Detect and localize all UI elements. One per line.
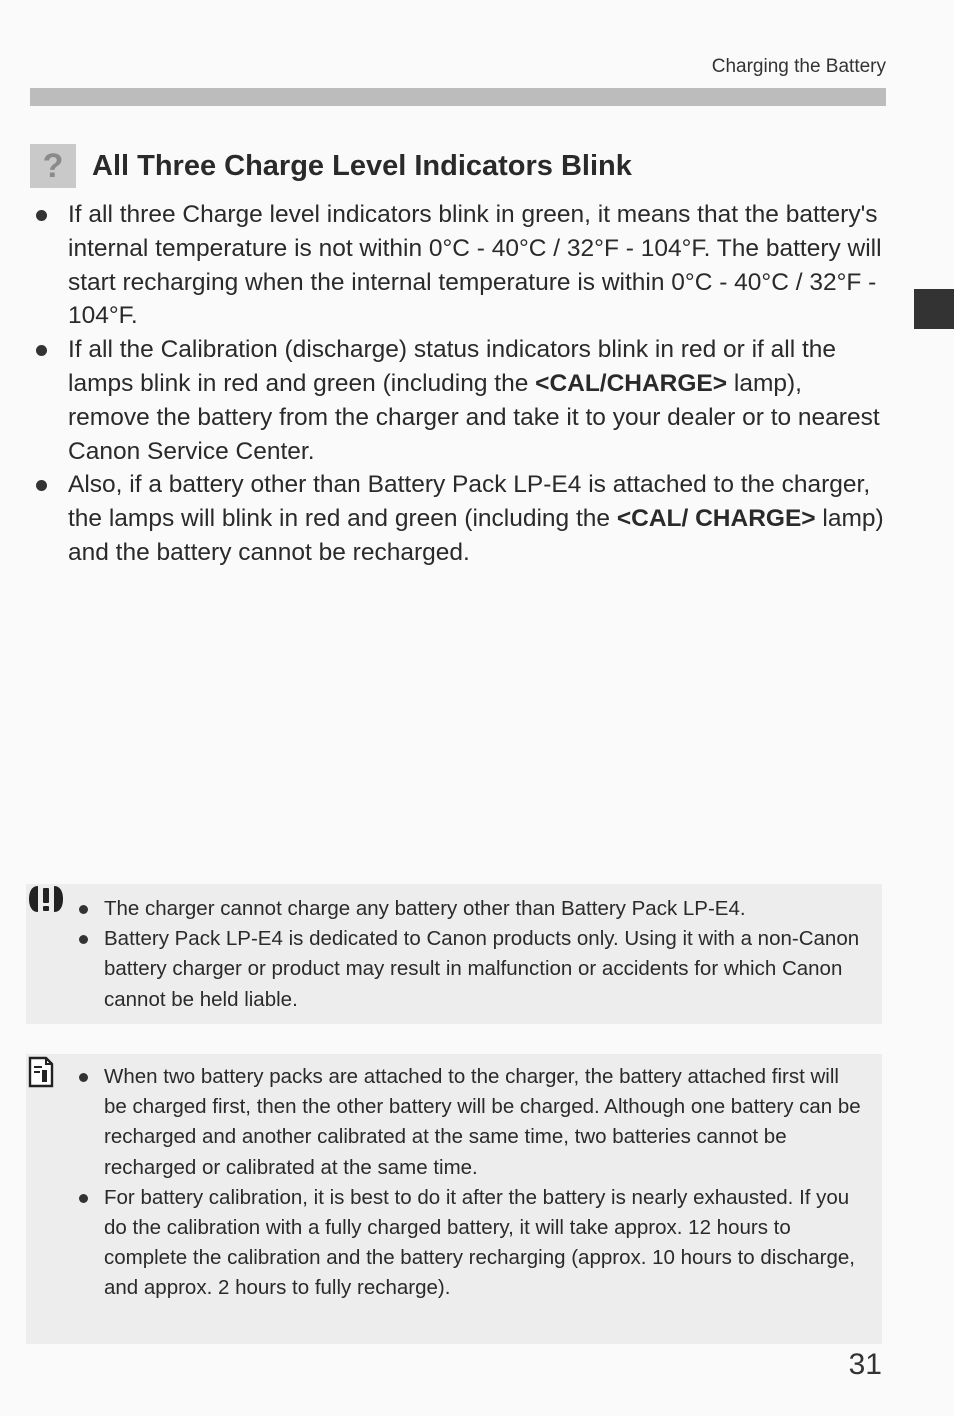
- section-heading: [30, 144, 632, 188]
- header-bar: [30, 88, 886, 106]
- caution-list: [76, 894, 866, 1015]
- caution-icon: [28, 884, 64, 914]
- list-item: When two battery packs are attached to the charger, the battery attached first will be charged first, then the other battery will be charged. Although one battery can be recharged and another calibrated at the same time, two batteries cannot be recharged or calibrated at the same time.: [76, 1062, 866, 1183]
- cal-charge-label: <CAL/CHARGE>: [535, 369, 728, 397]
- list-item: Also, if a battery other than Battery Pack LP-E4 is attached to the charger, the lamps will blink in red and green (including the <CAL/ CHARGE> lamp) and the battery cannot be recharged.: [30, 468, 890, 569]
- list-item: Battery Pack LP-E4 is dedicated to Canon products only. Using it with a non-Canon battery charger or product may result in malfunction or accidents for which Canon cannot be held liable.: [76, 924, 866, 1015]
- page-number: 31: [848, 1348, 882, 1381]
- running-header: Charging the Battery: [711, 56, 886, 77]
- memo-icon: [28, 1056, 54, 1088]
- cal-charge-label: <CAL/ CHARGE>: [616, 505, 816, 533]
- memo-note: [26, 1054, 882, 1344]
- chapter-tab-marker: [914, 289, 954, 329]
- memo-list: [76, 1062, 866, 1304]
- list-item: If all the Calibration (discharge) status indicators blink in red or if all the lamps blink in red and green (including the <CAL/CHARGE> lamp), remove the battery from the charger and take it to your dealer or to nearest Canon Service Center.: [30, 333, 890, 468]
- caution-note: [26, 884, 882, 1024]
- main-bullet-list: [30, 198, 890, 570]
- list-item: The charger cannot charge any battery other than Battery Pack LP-E4.: [76, 894, 866, 924]
- list-item: For battery calibration, it is best to do it after the battery is nearly exhausted. If you do the calibration with a fully charged battery, it will take approx. 12 hours to complete the calibration and the battery recharging (approx. 10 hours to discharge, and approx. 2 hours to fully recharge).: [76, 1183, 866, 1304]
- section-title: All Three Charge Level Indicators Blink: [92, 149, 632, 182]
- question-icon: ?: [30, 144, 76, 188]
- list-item: If all three Charge level indicators blink in green, it means that the battery's internal temperature is not within 0°C - 40°C / 32°F - 104°F. The battery will start recharging when the internal temperature is within 0°C - 40°C / 32°F - 104°F.: [30, 198, 890, 333]
